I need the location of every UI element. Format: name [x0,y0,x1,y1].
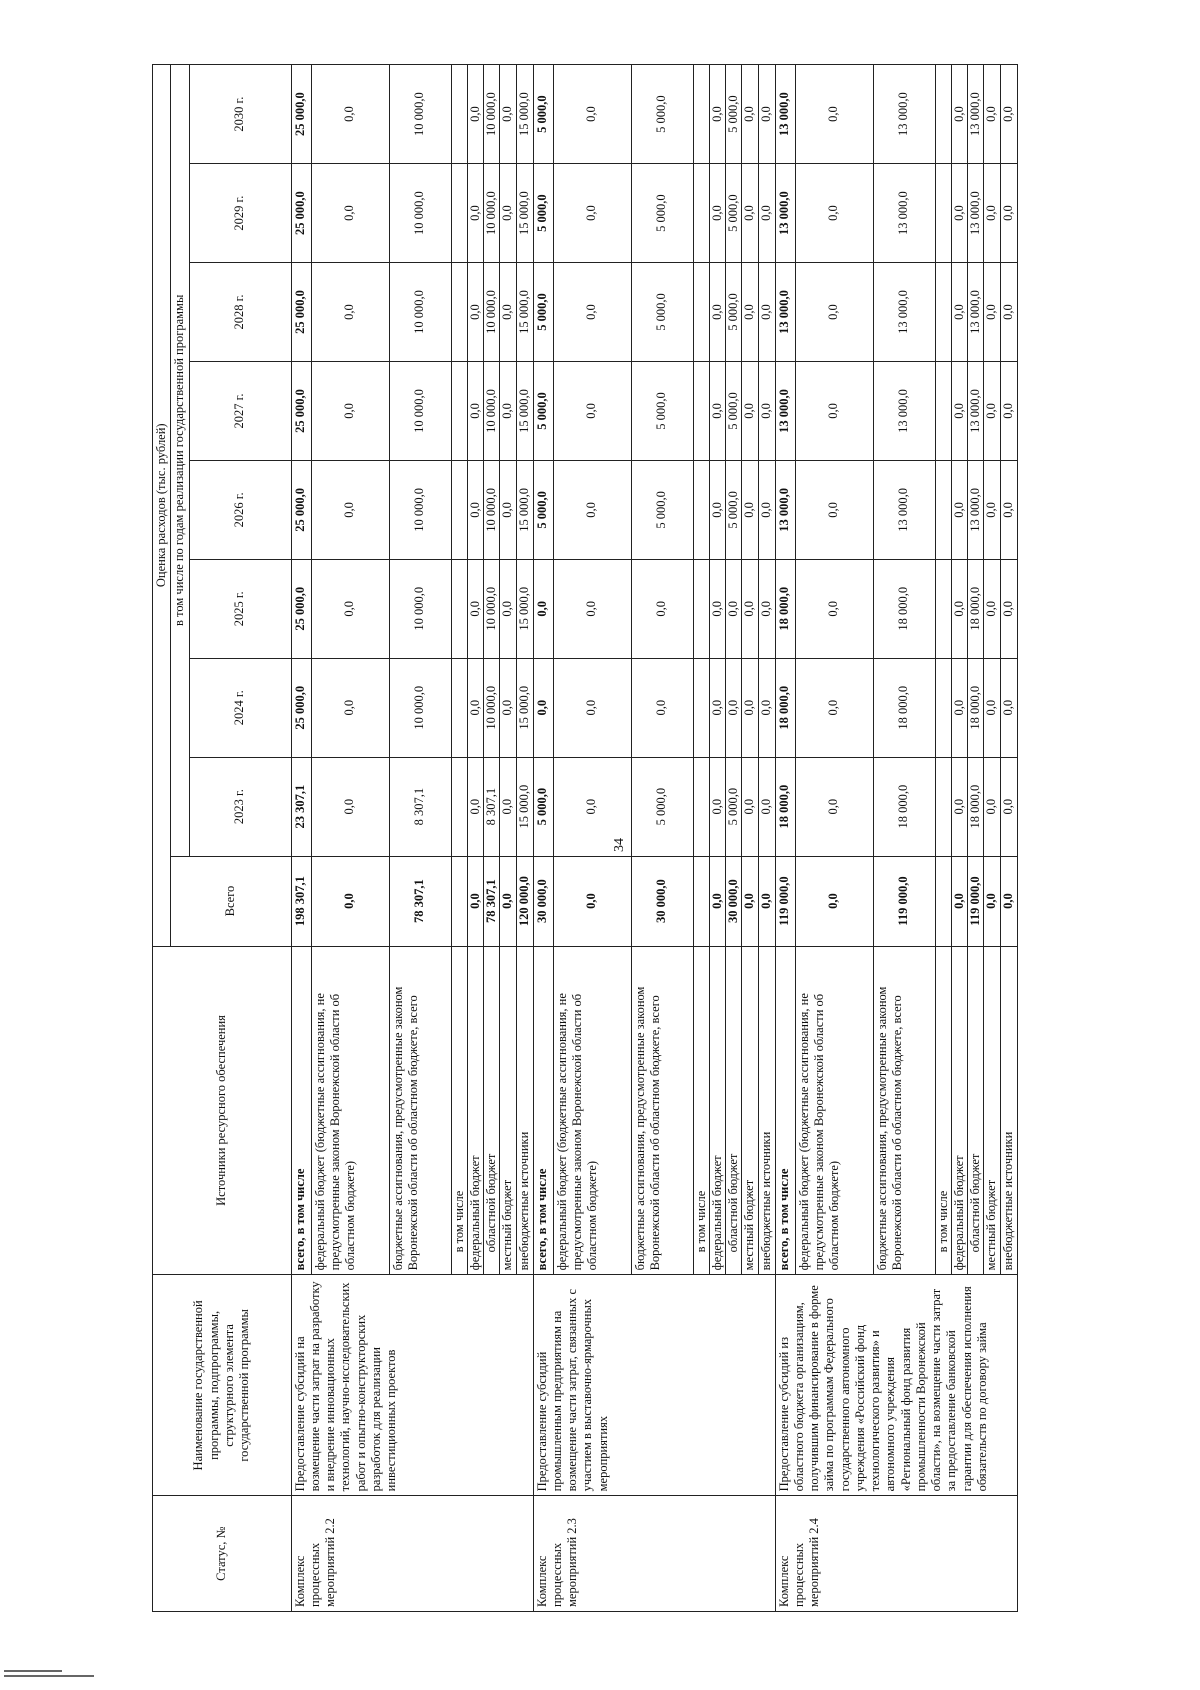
year-value-cell: 25 000,0 [291,65,311,164]
year-value-cell: 5 000,0 [533,460,553,559]
year-value-cell: 0,0 [553,164,631,263]
source-cell: бюджетные ассигнования, предусмотренные законом Воронежской области об областном бюджете, всего [631,946,693,1275]
year-value-cell [693,361,709,460]
total-cell: 119 000,0 [873,856,935,946]
year-value-cell: 0,0 [500,658,516,757]
year-value-cell: 0,0 [795,164,873,263]
year-value-cell: 0,0 [500,263,516,362]
year-value-cell: 0,0 [709,65,725,164]
source-cell: федеральный бюджет [467,946,483,1275]
year-value-cell: 0,0 [553,65,631,164]
year-value-cell: 0,0 [311,361,389,460]
year-value-cell: 0,0 [758,361,775,460]
year-value-cell: 0,0 [1000,658,1017,757]
year-value-cell: 10 000,0 [389,164,451,263]
year-value-cell: 0,0 [951,263,967,362]
year-value-cell: 18 000,0 [873,559,935,658]
source-cell: федеральный бюджет [951,946,967,1275]
year-value-cell: 0,0 [984,559,1000,658]
source-cell: бюджетные ассигнования, предусмотренные законом Воронежской области об областном бюджете, всего [873,946,935,1275]
year-value-cell: 5 000,0 [631,164,693,263]
total-cell: 78 307,1 [484,856,500,946]
source-cell: всего, в том числе [291,946,311,1275]
year-value-cell: 18 000,0 [873,757,935,856]
year-value-cell [451,460,467,559]
year-value-cell: 5 000,0 [533,757,553,856]
year-value-cell [935,65,951,164]
total-cell: 30 000,0 [533,856,553,946]
year-value-cell: 0,0 [1000,164,1017,263]
year-value-cell: 0,0 [500,559,516,658]
year-value-cell: 13 000,0 [968,263,984,362]
year-value-cell: 0,0 [1000,263,1017,362]
year-value-cell: 0,0 [758,559,775,658]
year-value-cell: 10 000,0 [484,658,500,757]
year-value-cell: 25 000,0 [291,361,311,460]
year-value-cell: 5 000,0 [631,361,693,460]
year-value-cell: 5 000,0 [726,460,742,559]
year-value-cell: 15 000,0 [516,757,533,856]
year-value-cell: 25 000,0 [291,658,311,757]
year-value-cell [451,263,467,362]
status-cell: Комплекс процессных мероприятий 2.4 [775,1496,1017,1612]
header-year: 2023 г. [189,757,291,856]
year-value-cell: 13 000,0 [968,460,984,559]
year-value-cell: 0,0 [1000,559,1017,658]
year-value-cell: 15 000,0 [516,460,533,559]
total-cell: 119 000,0 [968,856,984,946]
name-cell: Предоставление субсидий на возмещение части затрат на разработку и внедрение инновационных технологий, научно-исследовательских работ и опытно-конструкторских разработок для реализации инвестиционных проектов [291,1275,533,1496]
year-value-cell: 0,0 [467,757,483,856]
header-year: 2027 г. [189,361,291,460]
year-value-cell: 25 000,0 [291,460,311,559]
year-value-cell: 5 000,0 [726,263,742,362]
source-cell: в том числе [935,946,951,1275]
source-cell: федеральный бюджет (бюджетные ассигнования, не предусмотренные законом Воронежской области об областном бюджете) [795,946,873,1275]
status-cell: Комплекс процессных мероприятий 2.3 [533,1496,775,1612]
year-value-cell: 0,0 [467,559,483,658]
header-year: 2029 г. [189,164,291,263]
year-value-cell: 0,0 [951,65,967,164]
year-value-cell [693,65,709,164]
year-value-cell: 15 000,0 [516,164,533,263]
year-value-cell: 0,0 [758,263,775,362]
header-year: 2030 г. [189,65,291,164]
scan-mark [4,1668,94,1680]
year-value-cell: 0,0 [795,460,873,559]
year-value-cell: 10 000,0 [389,559,451,658]
total-cell: 0,0 [758,856,775,946]
year-value-cell: 0,0 [984,164,1000,263]
year-value-cell: 13 000,0 [775,263,795,362]
year-value-cell: 0,0 [467,164,483,263]
year-value-cell: 0,0 [951,164,967,263]
year-value-cell: 0,0 [795,559,873,658]
total-cell: 198 307,1 [291,856,311,946]
year-value-cell: 15 000,0 [516,658,533,757]
source-cell: внебюджетные источники [758,946,775,1275]
year-value-cell: 0,0 [795,757,873,856]
name-cell: Предоставление субсидий промышленным предприятиям на возмещение части затрат, связанных с участием в выставочно-ярмарочных мероприятиях [533,1275,775,1496]
year-value-cell: 5 000,0 [726,65,742,164]
year-value-cell: 0,0 [709,361,725,460]
year-value-cell: 0,0 [311,460,389,559]
total-cell: 0,0 [311,856,389,946]
year-value-cell: 0,0 [742,263,758,362]
year-value-cell: 10 000,0 [484,460,500,559]
year-value-cell: 0,0 [984,658,1000,757]
year-value-cell: 0,0 [742,559,758,658]
year-value-cell: 10 000,0 [389,361,451,460]
year-value-cell: 0,0 [758,164,775,263]
source-cell: в том числе [451,946,467,1275]
year-value-cell: 13 000,0 [873,460,935,559]
total-cell: 0,0 [709,856,725,946]
year-value-cell: 18 000,0 [873,658,935,757]
year-value-cell: 0,0 [467,65,483,164]
total-cell: 0,0 [984,856,1000,946]
header-year: 2026 г. [189,460,291,559]
header-estimate: Оценка расходов (тыс. рублей) [153,65,171,947]
year-value-cell: 0,0 [795,263,873,362]
year-value-cell: 25 000,0 [291,559,311,658]
year-value-cell: 10 000,0 [389,65,451,164]
source-cell: бюджетные ассигнования, предусмотренные законом Воронежской области об областном бюджете, всего [389,946,451,1275]
year-value-cell: 0,0 [742,164,758,263]
year-value-cell: 15 000,0 [516,559,533,658]
year-value-cell: 5 000,0 [533,164,553,263]
header-name: Наименование государственной программы, подпрограммы, структурного элемента государственной программы [153,1275,292,1496]
year-value-cell: 0,0 [553,460,631,559]
year-value-cell: 13 000,0 [775,65,795,164]
total-cell: 0,0 [795,856,873,946]
year-value-cell: 0,0 [742,65,758,164]
year-value-cell: 0,0 [533,559,553,658]
year-value-cell [451,658,467,757]
source-cell: местный бюджет [984,946,1000,1275]
year-value-cell: 0,0 [1000,65,1017,164]
header-sources: Источники ресурсного обеспечения [153,946,292,1275]
year-value-cell: 8 307,1 [389,757,451,856]
year-value-cell: 5 000,0 [631,65,693,164]
year-value-cell [935,361,951,460]
source-cell: всего, в том числе [775,946,795,1275]
year-value-cell: 0,0 [951,361,967,460]
year-value-cell [693,757,709,856]
name-cell: Предоставление субсидий из областного бюджета организациям, получившим финансирование в форме займа по программам Федерального государственного автономного учреждения «Российский фонд технологического развития» и автономного учреждения «Региональный фонд развития промышленности Воронежской области», на возмещение части затрат за предоставление банковской гарантии для обеспечения исполнения обязательств по договору займа [775,1275,1017,1496]
year-value-cell: 0,0 [951,559,967,658]
year-value-cell: 13 000,0 [775,361,795,460]
source-cell: федеральный бюджет (бюджетные ассигнования, не предусмотренные законом Воронежской области об областном бюджете) [311,946,389,1275]
year-value-cell: 0,0 [553,757,631,856]
year-value-cell: 10 000,0 [389,460,451,559]
year-value-cell: 13 000,0 [873,263,935,362]
year-value-cell: 10 000,0 [484,65,500,164]
year-value-cell: 0,0 [984,361,1000,460]
total-cell: 0,0 [1000,856,1017,946]
year-value-cell: 13 000,0 [873,361,935,460]
year-value-cell: 5 000,0 [533,361,553,460]
header-total: Всего [171,856,291,946]
total-cell [451,856,467,946]
year-value-cell: 13 000,0 [968,65,984,164]
year-value-cell: 0,0 [709,559,725,658]
year-value-cell: 0,0 [984,65,1000,164]
year-value-cell: 5 000,0 [631,263,693,362]
year-value-cell: 0,0 [467,658,483,757]
year-value-cell: 0,0 [553,361,631,460]
year-value-cell: 0,0 [500,361,516,460]
year-value-cell: 18 000,0 [968,757,984,856]
year-value-cell: 0,0 [951,460,967,559]
year-value-cell: 0,0 [742,658,758,757]
year-value-cell: 5 000,0 [726,164,742,263]
year-value-cell: 8 307,1 [484,757,500,856]
year-value-cell: 0,0 [758,757,775,856]
year-value-cell: 13 000,0 [968,361,984,460]
year-value-cell: 10 000,0 [484,263,500,362]
year-value-cell [451,559,467,658]
year-value-cell: 0,0 [758,65,775,164]
budget-table [152,64,1018,1612]
table-row [291,65,311,1612]
year-value-cell: 0,0 [742,361,758,460]
year-value-cell: 18 000,0 [775,757,795,856]
year-value-cell [935,460,951,559]
year-value-cell: 13 000,0 [873,164,935,263]
header-by-year: в том числе по годам реализации государственной программы [171,65,189,857]
year-value-cell: 13 000,0 [873,65,935,164]
total-cell: 30 000,0 [726,856,742,946]
year-value-cell: 25 000,0 [291,263,311,362]
year-value-cell: 5 000,0 [631,757,693,856]
year-value-cell: 0,0 [500,757,516,856]
year-value-cell: 0,0 [709,460,725,559]
year-value-cell [693,658,709,757]
year-value-cell: 5 000,0 [533,263,553,362]
source-cell: местный бюджет [742,946,758,1275]
source-cell: местный бюджет [500,946,516,1275]
year-value-cell: 13 000,0 [775,164,795,263]
year-value-cell [935,263,951,362]
table-row [775,65,795,1612]
year-value-cell [451,65,467,164]
header-status: Статус, № [153,1496,292,1612]
year-value-cell: 0,0 [533,658,553,757]
year-value-cell: 5 000,0 [533,65,553,164]
year-value-cell: 10 000,0 [389,263,451,362]
year-value-cell: 0,0 [984,460,1000,559]
year-value-cell [451,757,467,856]
year-value-cell [451,164,467,263]
year-value-cell: 0,0 [311,757,389,856]
header-year: 2025 г. [189,559,291,658]
year-value-cell [935,164,951,263]
year-value-cell: 0,0 [726,559,742,658]
year-value-cell: 0,0 [467,361,483,460]
year-value-cell: 0,0 [467,263,483,362]
year-value-cell: 15 000,0 [516,65,533,164]
year-value-cell: 0,0 [500,65,516,164]
year-value-cell: 0,0 [742,460,758,559]
source-cell: всего, в том числе [533,946,553,1275]
year-value-cell: 0,0 [500,460,516,559]
year-value-cell: 0,0 [553,263,631,362]
year-value-cell: 0,0 [795,658,873,757]
year-value-cell [935,559,951,658]
year-value-cell [935,658,951,757]
year-value-cell: 0,0 [631,658,693,757]
year-value-cell: 0,0 [1000,361,1017,460]
year-value-cell: 0,0 [311,658,389,757]
total-cell: 0,0 [467,856,483,946]
year-value-cell: 13 000,0 [968,164,984,263]
table-row [533,65,553,1612]
header-year: 2028 г. [189,263,291,362]
total-cell: 30 000,0 [631,856,693,946]
total-cell: 119 000,0 [775,856,795,946]
year-value-cell: 0,0 [467,460,483,559]
year-value-cell: 18 000,0 [775,559,795,658]
year-value-cell: 0,0 [951,757,967,856]
year-value-cell: 0,0 [311,65,389,164]
year-value-cell [693,164,709,263]
year-value-cell: 18 000,0 [968,559,984,658]
year-value-cell: 5 000,0 [726,361,742,460]
year-value-cell: 0,0 [726,658,742,757]
total-cell: 0,0 [951,856,967,946]
source-cell: областной бюджет [726,946,742,1275]
year-value-cell: 5 000,0 [726,757,742,856]
source-cell: в том числе [693,946,709,1275]
year-value-cell: 15 000,0 [516,361,533,460]
year-value-cell: 5 000,0 [631,460,693,559]
year-value-cell: 13 000,0 [775,460,795,559]
source-cell: внебюджетные источники [516,946,533,1275]
year-value-cell: 0,0 [795,65,873,164]
header-year: 2024 г. [189,658,291,757]
year-value-cell: 0,0 [311,164,389,263]
year-value-cell: 0,0 [709,263,725,362]
year-value-cell: 0,0 [709,658,725,757]
year-value-cell: 0,0 [758,658,775,757]
total-cell [935,856,951,946]
source-cell: внебюджетные источники [1000,946,1017,1275]
year-value-cell: 0,0 [951,658,967,757]
total-cell: 0,0 [553,856,631,946]
year-value-cell: 10 000,0 [484,164,500,263]
year-value-cell: 0,0 [631,559,693,658]
year-value-cell [693,460,709,559]
year-value-cell: 0,0 [984,757,1000,856]
year-value-cell: 18 000,0 [968,658,984,757]
year-value-cell: 23 307,1 [291,757,311,856]
status-cell: Комплекс процессных мероприятий 2.2 [291,1496,533,1612]
year-value-cell: 0,0 [500,164,516,263]
year-value-cell: 0,0 [311,263,389,362]
year-value-cell: 18 000,0 [775,658,795,757]
source-cell: областной бюджет [968,946,984,1275]
source-cell: федеральный бюджет (бюджетные ассигнования, не предусмотренные законом Воронежской области об областном бюджете) [553,946,631,1275]
year-value-cell [451,361,467,460]
year-value-cell: 0,0 [758,460,775,559]
total-cell: 0,0 [500,856,516,946]
year-value-cell: 0,0 [1000,757,1017,856]
year-value-cell: 10 000,0 [389,658,451,757]
year-value-cell [935,757,951,856]
total-cell: 78 307,1 [389,856,451,946]
year-value-cell: 0,0 [1000,460,1017,559]
year-value-cell [693,559,709,658]
total-cell [693,856,709,946]
source-cell: федеральный бюджет [709,946,725,1275]
year-value-cell: 0,0 [984,263,1000,362]
year-value-cell: 0,0 [795,361,873,460]
total-cell: 0,0 [742,856,758,946]
year-value-cell [693,263,709,362]
year-value-cell: 0,0 [553,559,631,658]
year-value-cell: 15 000,0 [516,263,533,362]
rotated-table-container [152,64,1124,1612]
page-number: 34 [612,838,627,852]
year-value-cell: 0,0 [709,757,725,856]
year-value-cell: 0,0 [311,559,389,658]
source-cell: областной бюджет [484,946,500,1275]
year-value-cell: 10 000,0 [484,361,500,460]
year-value-cell: 0,0 [709,164,725,263]
year-value-cell: 10 000,0 [484,559,500,658]
total-cell: 120 000,0 [516,856,533,946]
year-value-cell: 0,0 [553,658,631,757]
year-value-cell: 0,0 [742,757,758,856]
year-value-cell: 25 000,0 [291,164,311,263]
